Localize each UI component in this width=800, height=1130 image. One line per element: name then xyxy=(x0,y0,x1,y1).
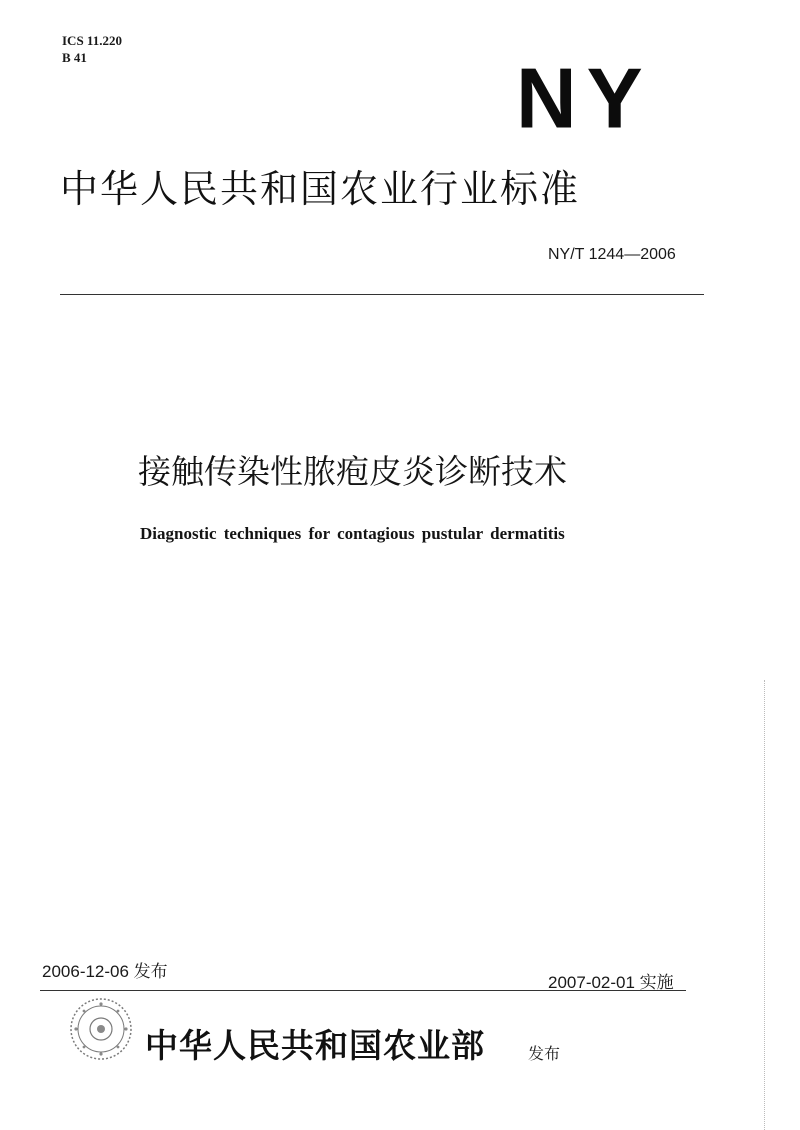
standard-type: 中华人民共和国农业行业标准 xyxy=(60,167,581,211)
ny-logo: NY xyxy=(516,50,653,146)
title-chinese: 接触传染性脓疱皮炎诊断技术 xyxy=(138,452,567,491)
implementation-date: 2007-02-01 实施 xyxy=(548,973,674,992)
issue-date: 2006-12-06 发布 xyxy=(42,962,168,981)
standard-number: NY/T 1244—2006 xyxy=(548,246,676,263)
issue-action: 发布 xyxy=(528,1044,561,1063)
issuer-name: 中华人民共和国农业部 xyxy=(145,1026,485,1065)
bottom-divider xyxy=(40,990,686,991)
category-code: B 41 xyxy=(62,50,87,65)
scan-edge-line xyxy=(764,680,765,1130)
top-divider xyxy=(60,294,704,295)
classification-block xyxy=(62,32,122,66)
title-english: Diagnostic techniques for contagious pustular dermatitis xyxy=(140,524,565,543)
official-seal-icon xyxy=(66,994,136,1064)
ics-code: ICS 11.220 xyxy=(62,33,122,48)
